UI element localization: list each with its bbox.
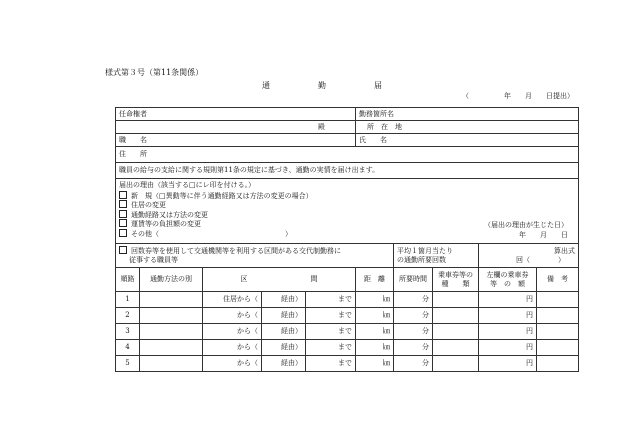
- from-cell[interactable]: から（: [203, 324, 262, 340]
- remarks-cell[interactable]: [537, 356, 579, 372]
- ticket-type-cell[interactable]: [433, 356, 479, 372]
- from-cell[interactable]: から（: [203, 308, 262, 324]
- method-cell[interactable]: [140, 324, 203, 340]
- to-cell[interactable]: まで: [306, 292, 356, 308]
- commute-form-table: [115, 107, 579, 372]
- header-ticket-type: 乗車券等の 種 類: [433, 268, 479, 292]
- office-name-field[interactable]: 勤務箇所名: [356, 108, 579, 121]
- reason-option-route[interactable]: 通勤経路又は方法の変更: [119, 210, 575, 220]
- distance-cell[interactable]: ㎞: [356, 292, 394, 308]
- distance-cell[interactable]: ㎞: [356, 356, 394, 372]
- fare-cell[interactable]: 円: [479, 340, 537, 356]
- table-row: 2 から（ 経由） まで ㎞ 分 円: [116, 308, 579, 324]
- checkbox-icon: [119, 229, 127, 237]
- via-cell[interactable]: 経由）: [262, 292, 306, 308]
- from-cell[interactable]: から（: [203, 356, 262, 372]
- remarks-cell[interactable]: [537, 340, 579, 356]
- monthly-average-label: 平均１箇月当たり の通勤所要回数: [394, 244, 479, 268]
- ticket-type-cell[interactable]: [433, 340, 479, 356]
- reason-date-label: （届出の理由が生じた日）: [484, 221, 569, 229]
- method-cell[interactable]: [140, 356, 203, 372]
- time-cell[interactable]: 分: [394, 324, 433, 340]
- ticket-type-cell[interactable]: [433, 324, 479, 340]
- method-cell[interactable]: [140, 340, 203, 356]
- reason-option-other[interactable]: その他（ ）: [119, 229, 575, 239]
- distance-cell[interactable]: ㎞: [356, 340, 394, 356]
- checkbox-icon: [119, 191, 127, 199]
- to-cell[interactable]: まで: [306, 324, 356, 340]
- checkbox-icon: [119, 246, 127, 254]
- checkbox-icon: [119, 219, 127, 227]
- table-row: 1 住居から（ 経由） まで ㎞ 分 円: [116, 292, 579, 308]
- header-remarks: 備 考: [537, 268, 579, 292]
- post-field[interactable]: 職 名: [116, 134, 356, 147]
- header-fare: 左欄の乗車券 等 の 額: [479, 268, 537, 292]
- distance-cell[interactable]: ㎞: [356, 308, 394, 324]
- header-method: 通勤方法の別: [140, 268, 203, 292]
- appointer-label: 任命権者: [116, 108, 356, 121]
- form-title: 通 勤 届: [262, 81, 382, 90]
- reason-option-fare[interactable]: 運賃等の負担額の変更: [119, 219, 575, 229]
- remarks-cell[interactable]: [537, 324, 579, 340]
- reason-date-field[interactable]: 年 月 日: [519, 231, 569, 239]
- time-cell[interactable]: 分: [394, 340, 433, 356]
- checkbox-icon: [119, 210, 127, 218]
- ticket-type-cell[interactable]: [433, 308, 479, 324]
- remarks-cell[interactable]: [537, 292, 579, 308]
- header-distance: 距 離: [356, 268, 394, 292]
- fare-cell[interactable]: 円: [479, 356, 537, 372]
- submit-date: （ 年 月 日提出）: [462, 92, 574, 100]
- via-cell[interactable]: 経由）: [262, 308, 306, 324]
- ticket-type-cell[interactable]: [433, 292, 479, 308]
- calculation-field[interactable]: 算出式 回（ ）: [479, 244, 579, 268]
- time-cell[interactable]: 分: [394, 292, 433, 308]
- reason-heading: 届出の理由（該当する□にレ印を付ける。）: [119, 181, 256, 189]
- reason-option-new[interactable]: 新 規（□異動等に伴う通勤経路又は方法の変更の場合）: [119, 191, 575, 201]
- via-cell[interactable]: 経由）: [262, 324, 306, 340]
- checkbox-icon: [119, 200, 127, 208]
- table-row: 4 から（ 経由） まで ㎞ 分 円: [116, 340, 579, 356]
- via-cell[interactable]: 経由）: [262, 356, 306, 372]
- header-time: 所要時間: [394, 268, 433, 292]
- to-cell[interactable]: まで: [306, 356, 356, 372]
- name-field[interactable]: 氏 名: [356, 134, 579, 147]
- from-cell[interactable]: 住居から（: [203, 292, 262, 308]
- method-cell[interactable]: [140, 308, 203, 324]
- via-cell[interactable]: 経由）: [262, 340, 306, 356]
- table-row: 3 から（ 経由） まで ㎞ 分 円: [116, 324, 579, 340]
- fare-cell[interactable]: 円: [479, 292, 537, 308]
- remarks-cell[interactable]: [537, 308, 579, 324]
- distance-cell[interactable]: ㎞: [356, 324, 394, 340]
- fare-cell[interactable]: 円: [479, 308, 537, 324]
- to-cell[interactable]: まで: [306, 340, 356, 356]
- fare-cell[interactable]: 円: [479, 324, 537, 340]
- reason-section: [116, 179, 579, 244]
- declaration-text: 職員の給与の支給に関する規則第11条の規定に基づき、通勤の実情を届け出ます。: [116, 163, 579, 179]
- time-cell[interactable]: 分: [394, 308, 433, 324]
- from-cell[interactable]: から（: [203, 340, 262, 356]
- shift-worker-option[interactable]: 回数券等を使用して交通機関等を利用する区間がある交代制勤務に 従事する職員等: [116, 244, 394, 268]
- time-cell[interactable]: 分: [394, 356, 433, 372]
- reason-option-residence[interactable]: 住居の変更: [119, 200, 575, 210]
- office-address-field[interactable]: 所 在 地: [356, 121, 579, 134]
- to-cell[interactable]: まで: [306, 308, 356, 324]
- table-row: 5 から（ 経由） まで ㎞ 分 円: [116, 356, 579, 372]
- method-cell[interactable]: [140, 292, 203, 308]
- address-field[interactable]: 住 所: [116, 147, 579, 163]
- header-order: 順路: [116, 268, 140, 292]
- header-section: 区 間: [203, 268, 356, 292]
- appointer-suffix: 殿: [116, 121, 356, 134]
- form-number: 様式第３号（第11条関係）: [105, 68, 204, 77]
